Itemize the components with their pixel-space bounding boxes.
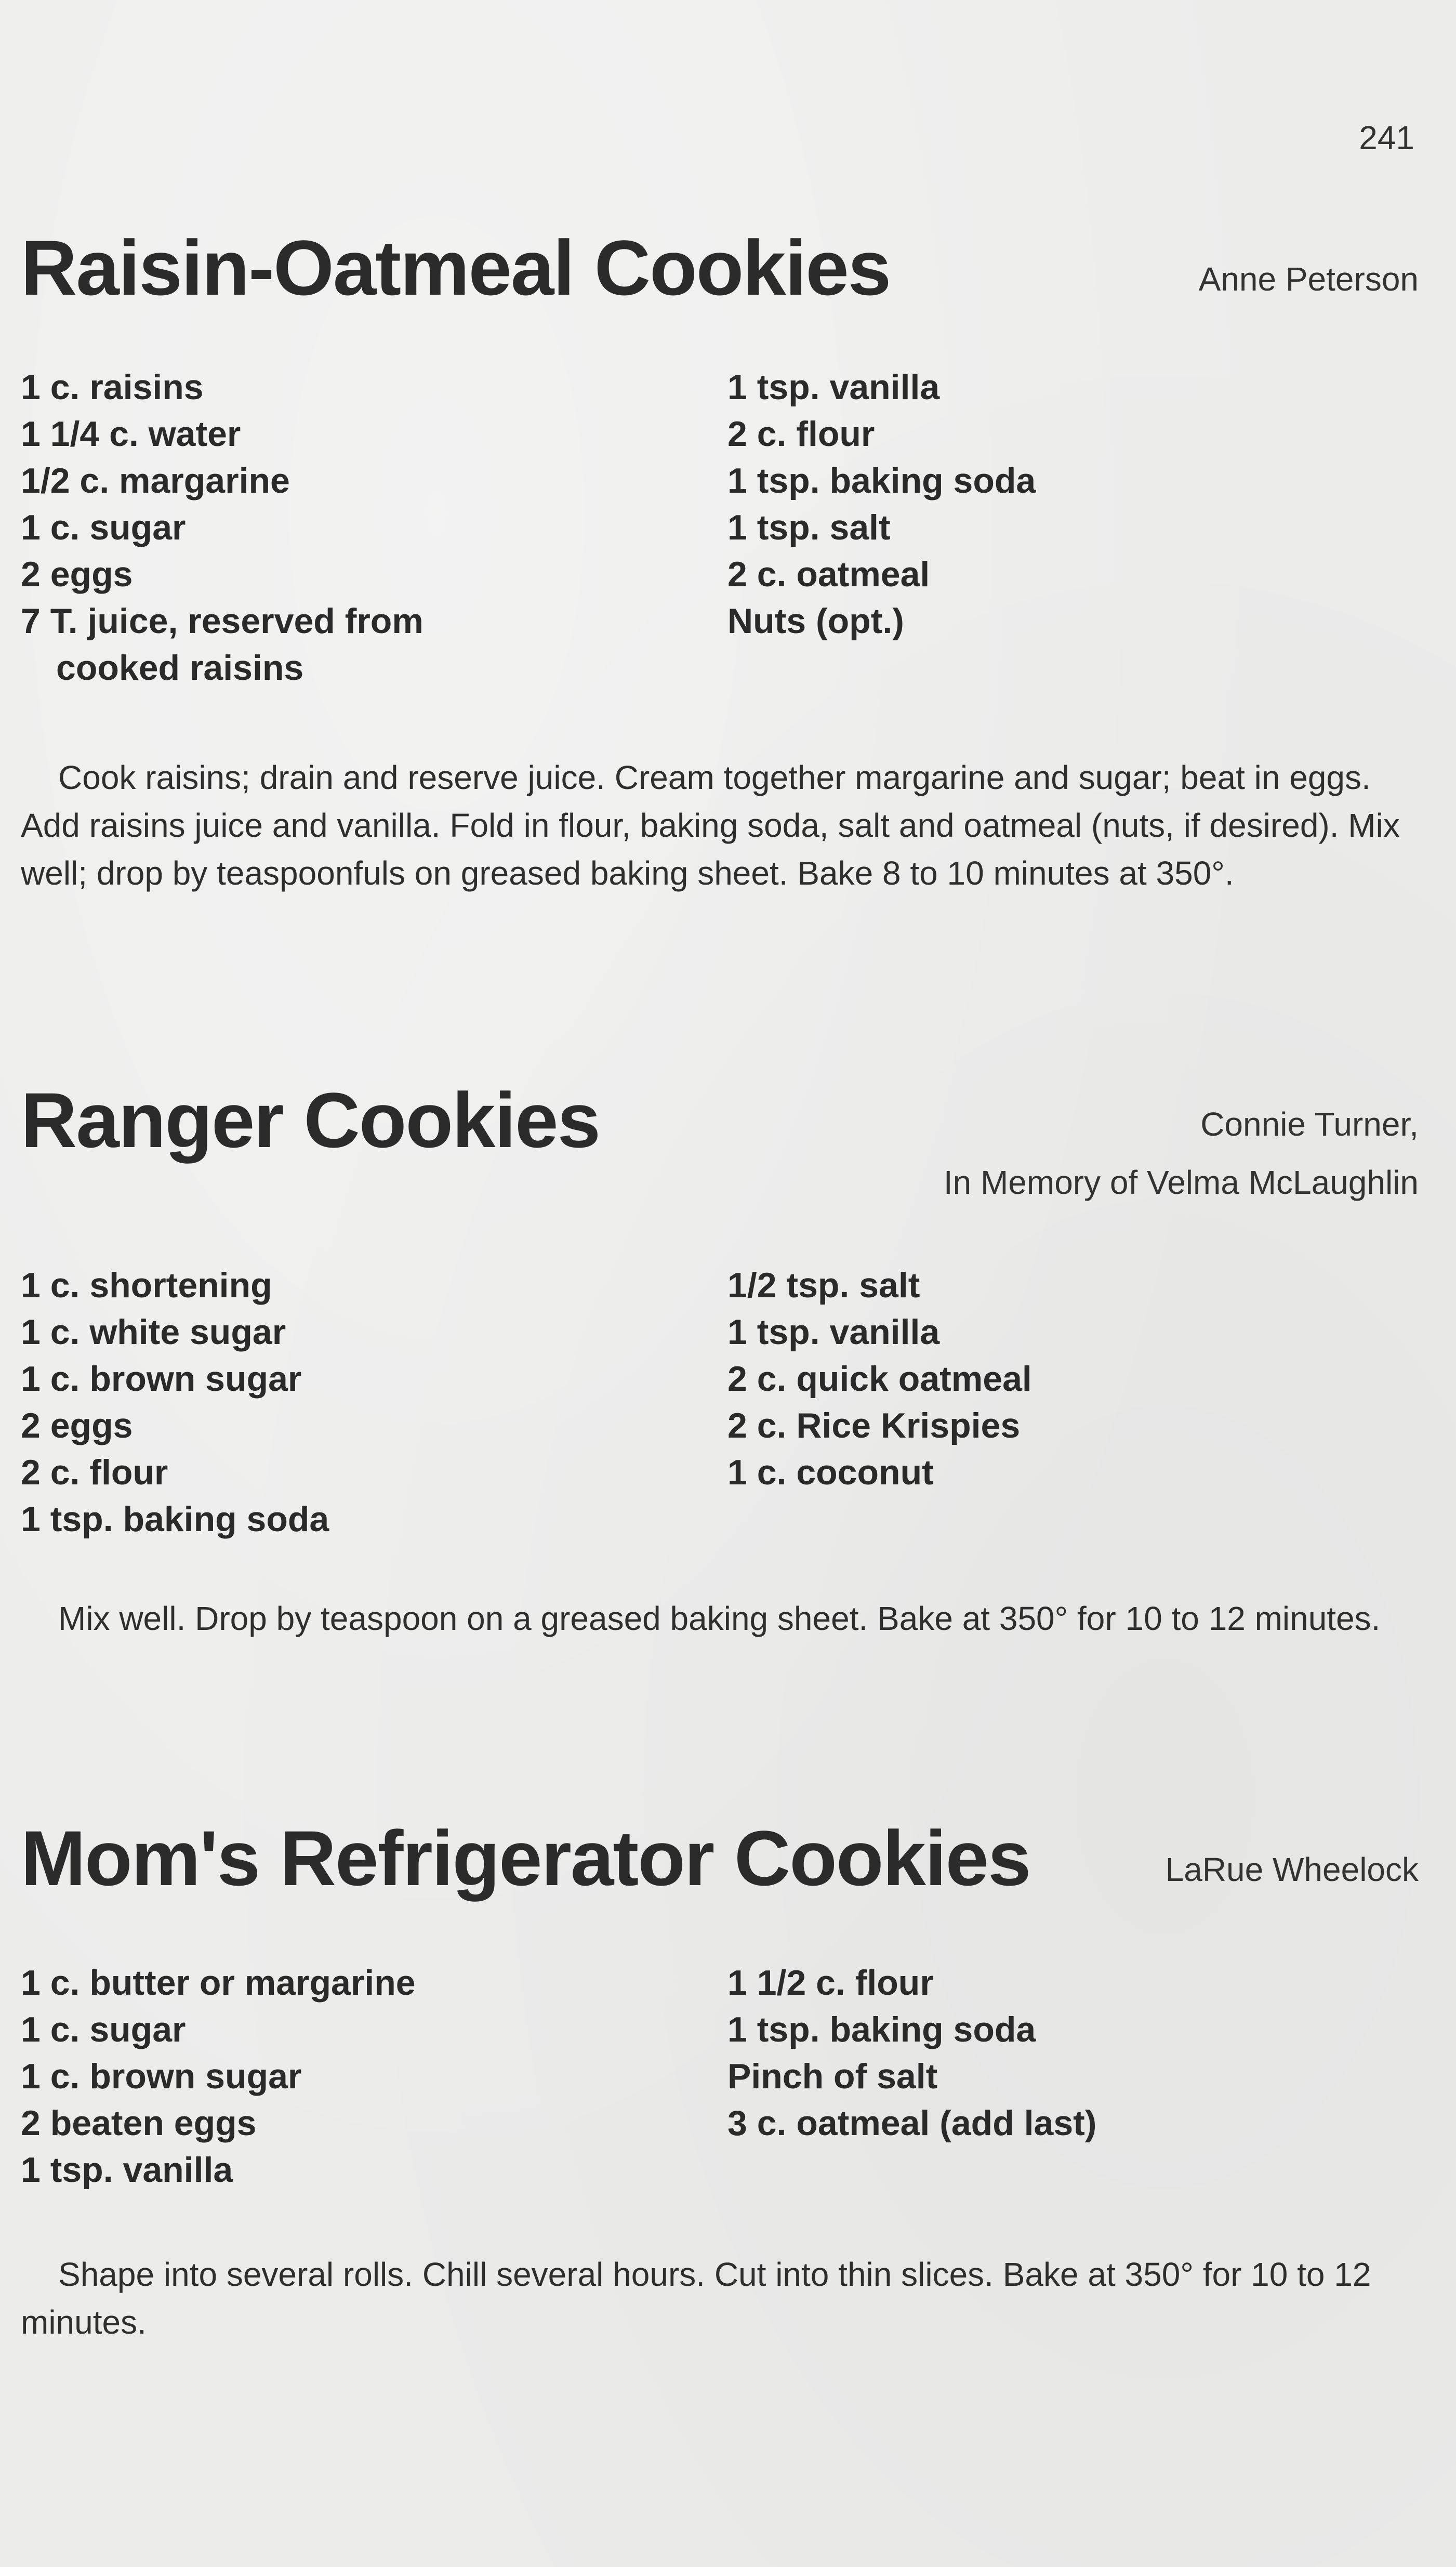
recipe-title: Mom's Refrigerator Cookies: [21, 1814, 1030, 1902]
ingredient-item: 1 c. butter or margarine: [21, 1963, 416, 2003]
ingredient-item: 1 c. shortening: [21, 1266, 272, 1305]
ingredient-item: Pinch of salt: [727, 2057, 938, 2096]
ingredient-item: 1 tsp. vanilla: [727, 367, 940, 407]
ingredient-item: 1 c. brown sugar: [21, 1359, 302, 1399]
ingredient-item: 2 c. quick oatmeal: [727, 1359, 1032, 1399]
ingredient-item: 1 tsp. baking soda: [727, 2010, 1036, 2049]
ingredient-item: 2 eggs: [21, 555, 133, 594]
ingredient-item: 1 tsp. baking soda: [21, 1499, 329, 1539]
ingredient-item-continued: cooked raisins: [56, 648, 304, 688]
ingredient-item: 2 eggs: [21, 1406, 133, 1445]
ingredient-item: 2 beaten eggs: [21, 2103, 257, 2143]
ingredient-item: Nuts (opt.): [727, 601, 904, 641]
ingredient-column-left: [21, 364, 727, 691]
ingredient-item: 1/2 tsp. salt: [727, 1266, 920, 1305]
ingredient-item: 1 1/4 c. water: [21, 414, 241, 454]
ingredient-column-left: [21, 1959, 727, 2193]
ingredient-item: 1 c. raisins: [21, 367, 204, 407]
ingredient-item: 1 tsp. vanilla: [21, 2150, 233, 2190]
recipe-instructions: Shape into several rolls. Chill several hours. Cut into thin slices. Bake at 350° for 10 to 12 minutes.: [21, 2256, 1371, 2341]
ingredient-item: 1/2 c. margarine: [21, 461, 290, 501]
ingredient-item: 3 c. oatmeal (add last): [727, 2103, 1097, 2143]
recipe-author: Anne Peterson: [1198, 260, 1419, 298]
ingredient-item: 1 tsp. salt: [727, 508, 891, 547]
ingredient-item: 1 c. sugar: [21, 2010, 186, 2049]
recipe-instructions: Cook raisins; drain and reserve juice. Cream together margarine and sugar; beat in eggs. Add raisins juice and vanilla. Fold in flour, baking soda, salt and oatmeal (nuts, if desired). Mix well; drop by teaspoonfuls on greased baking sheet. Bake 8 to 10 minutes at 350°.: [21, 759, 1400, 892]
author-dedication: In Memory of Velma McLaughlin: [943, 1164, 1419, 1202]
recipe-raisin-oatmeal-cookies: [21, 218, 1419, 930]
recipe-header: [21, 1071, 1419, 1202]
ingredient-item: 1 1/2 c. flour: [727, 1963, 934, 2003]
ingredient-item: 1 tsp. baking soda: [727, 461, 1036, 501]
recipe-author: [944, 1102, 1419, 1205]
ingredient-item: 2 c. oatmeal: [727, 555, 930, 594]
recipe-moms-refrigerator-cookies: [21, 1809, 1419, 2379]
ingredient-item: 1 c. white sugar: [21, 1312, 286, 1352]
ingredient-column-right: [727, 1959, 1403, 2193]
recipe-title: Raisin-Oatmeal Cookies: [21, 224, 891, 311]
ingredient-column-left: [21, 1262, 727, 1543]
recipe-title: Ranger Cookies: [21, 1076, 600, 1164]
recipe-header: [21, 1809, 1419, 1902]
ingredient-item: 2 c. flour: [21, 1453, 168, 1492]
recipe-author: LaRue Wheelock: [1165, 1850, 1419, 1888]
ingredient-item: 2 c. flour: [727, 414, 875, 454]
ingredient-item: 1 c. sugar: [21, 508, 186, 547]
ingredient-item: 1 c. coconut: [727, 1453, 934, 1492]
page-number: 241: [1359, 119, 1414, 156]
ingredient-item: 2 c. Rice Krispies: [727, 1406, 1021, 1445]
author-name: Connie Turner,: [1200, 1105, 1419, 1143]
ingredient-item: 1 tsp. vanilla: [727, 1312, 940, 1352]
recipe-ranger-cookies: [21, 1071, 1419, 1676]
ingredient-list: [21, 1959, 1419, 2193]
ingredient-list: [21, 1262, 1419, 1543]
ingredient-column-right: [727, 364, 1403, 691]
recipe-instructions: Mix well. Drop by teaspoon on a greased baking sheet. Bake at 350° for 10 to 12 minutes.: [58, 1600, 1381, 1637]
recipe-header: [21, 218, 1419, 311]
ingredient-item: 1 c. brown sugar: [21, 2057, 302, 2096]
ingredient-list: [21, 364, 1419, 691]
ingredient-item: 7 T. juice, reserved from: [21, 601, 423, 641]
ingredient-column-right: [727, 1262, 1403, 1543]
